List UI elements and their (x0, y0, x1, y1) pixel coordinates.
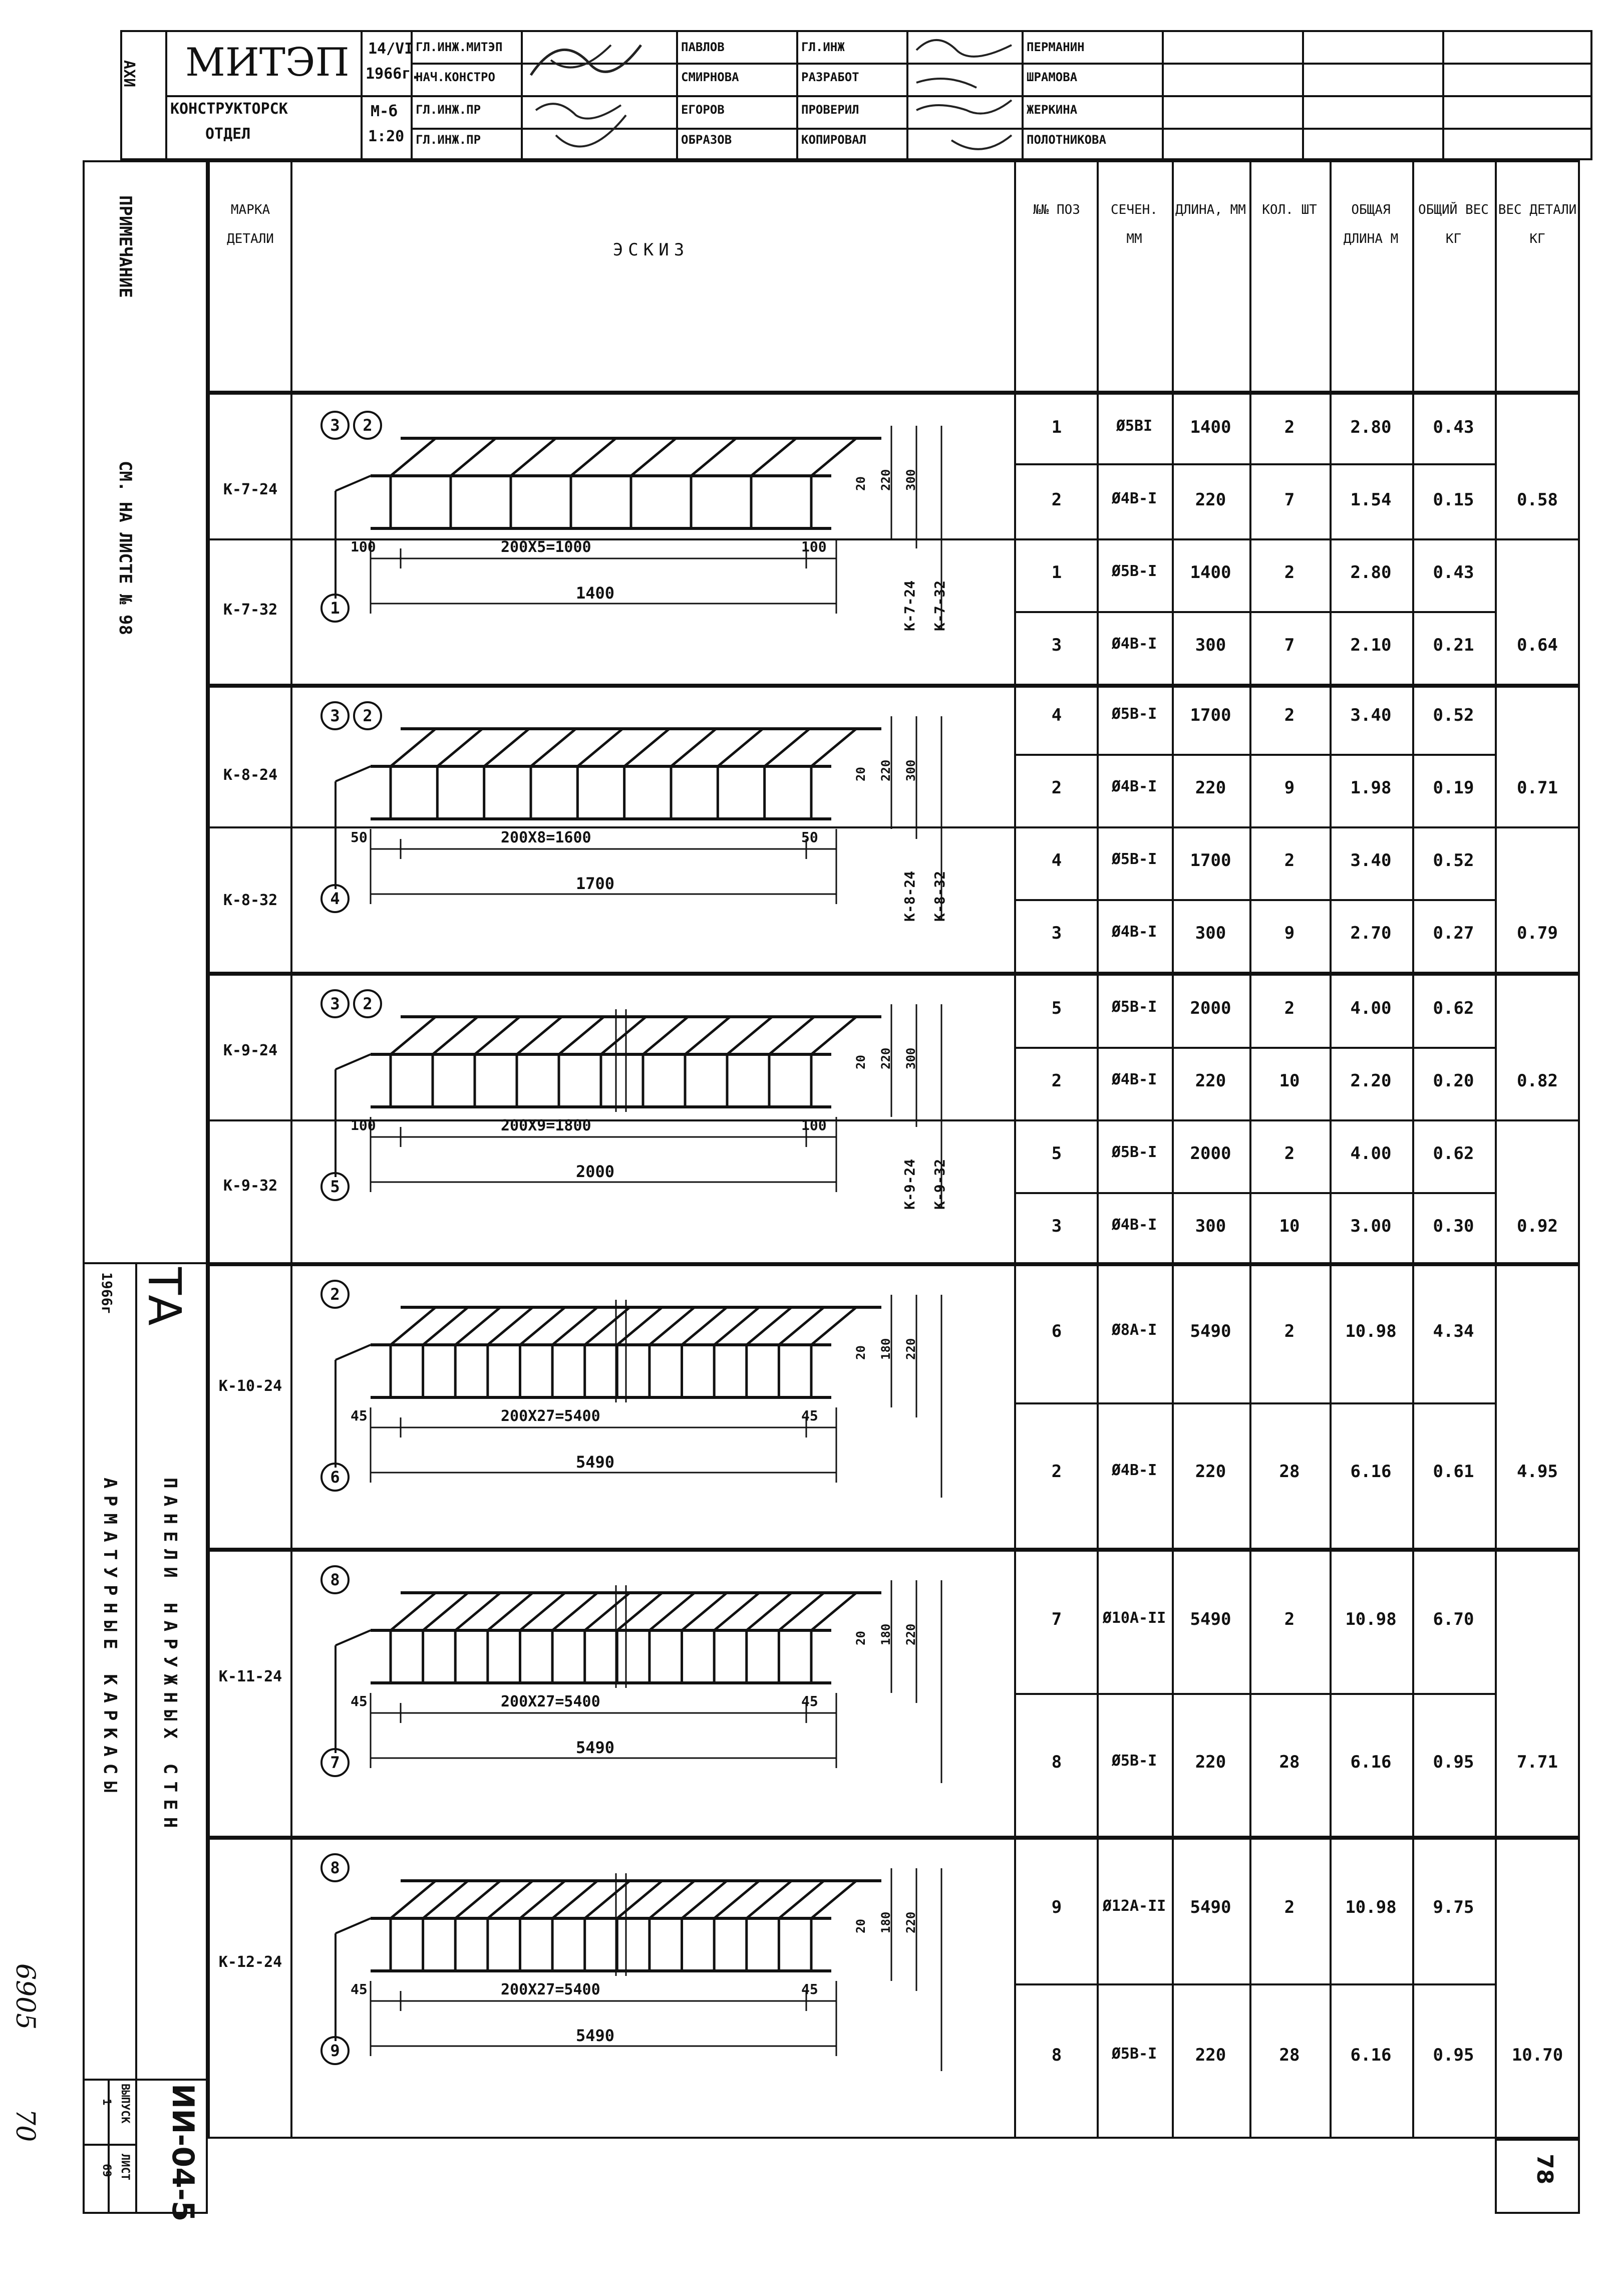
position-tag: 1 (320, 594, 350, 623)
cell-section: Ø4В-I (1111, 635, 1157, 653)
stamp-name-r-1: ПЕРМАНИН (1027, 40, 1085, 54)
cell-qty: 2 (1284, 1143, 1295, 1164)
cell-pos: 2 (1051, 778, 1062, 798)
dim-span: 200Х5=1000 (501, 538, 591, 556)
cell-length: 5490 (1190, 1609, 1231, 1629)
side-mark-label: К-8-24 (901, 871, 918, 922)
cell-section: Ø4В-I (1111, 923, 1157, 941)
cell-pos: 8 (1051, 2045, 1062, 2065)
cell-total-weight: 0.43 (1433, 562, 1474, 583)
cell-detail-weight: 0.79 (1517, 923, 1558, 943)
cross-bar-diagonal (691, 438, 736, 476)
position-tag: 5 (320, 1172, 350, 1201)
cell-total-length: 4.00 (1350, 998, 1392, 1018)
cell-section: Ø5В-I (1111, 1752, 1157, 1770)
cell-qty: 7 (1284, 635, 1295, 655)
cell-total-length: 3.40 (1350, 705, 1392, 725)
cross-bar-diagonal (671, 729, 716, 766)
mark-k11-24: К-11-24 (218, 1668, 282, 1685)
header-section: СЕЧЕН. ММ (1111, 202, 1158, 246)
dept-line-1: КОНСТРУКТОРСК (170, 100, 288, 118)
side-dim-label: 220 (904, 1911, 918, 1933)
stamp-name-r-3: ЖЕРКИНА (1027, 103, 1078, 117)
issue-number: 1 (100, 2099, 113, 2106)
cell-length: 300 (1195, 923, 1226, 943)
cell-detail-weight: 4.95 (1517, 1462, 1558, 1482)
leader-line (336, 1054, 371, 1069)
cell-total-weight: 0.62 (1433, 998, 1474, 1018)
handwritten-number: 6905 (10, 1963, 40, 2030)
cell-total-length: 1.98 (1350, 778, 1392, 798)
cell-qty: 2 (1284, 850, 1295, 871)
cell-length: 1400 (1190, 417, 1231, 437)
cross-bar-diagonal (718, 729, 763, 766)
series-code: ИИ-04-5 (165, 2084, 200, 2222)
position-tag: 9 (320, 2036, 350, 2065)
cross-bar-diagonal (811, 1017, 856, 1054)
mark-k12-24: К-12-24 (218, 1953, 282, 1971)
cell-pos: 9 (1051, 1897, 1062, 1917)
cross-bar-diagonal (437, 729, 482, 766)
cell-pos: 3 (1051, 635, 1062, 655)
album-title: АРМАТУРНЫЕ КАРКАСЫ (100, 1478, 120, 1800)
cell-detail-weight: 7.71 (1517, 1752, 1558, 1772)
header-detail-weight: ВЕС ДЕТАЛИ КГ (1498, 202, 1577, 246)
cell-pos: 1 (1051, 417, 1062, 437)
cell-length: 2000 (1190, 998, 1231, 1018)
stamp-role-1: ГЛ.ИНЖ.МИТЭП (416, 40, 503, 54)
stamp-role-r-1: ГЛ.ИНЖ (801, 40, 845, 54)
cell-total-length: 2.10 (1350, 635, 1392, 655)
side-dim-label: 220 (904, 1338, 918, 1360)
cell-qty: 28 (1279, 2045, 1300, 2065)
leader-line (336, 476, 371, 491)
position-tag: 2 (353, 989, 382, 1018)
cell-length: 220 (1195, 2045, 1226, 2065)
position-tag: 8 (320, 1853, 350, 1882)
side-dim-label: 20 (854, 1055, 868, 1069)
sheet-label: ЛИСТ (119, 2154, 131, 2180)
side-dim-label: 300 (904, 1047, 918, 1069)
cell-qty: 10 (1279, 1071, 1300, 1091)
cell-pos: 8 (1051, 1752, 1062, 1772)
org-name: МИТЭП (185, 40, 350, 85)
cell-total-length: 6.16 (1350, 1752, 1392, 1772)
cell-total-weight: 0.15 (1433, 490, 1474, 510)
cell-length: 300 (1195, 1216, 1226, 1236)
stamp-scale-label: М-б (371, 103, 398, 120)
position-tag: 4 (320, 884, 350, 913)
side-dim-label: 300 (904, 759, 918, 781)
cell-detail-weight: 10.70 (1511, 2045, 1563, 2065)
cell-qty: 2 (1284, 1609, 1295, 1629)
side-mark-label: К-8-32 (931, 871, 948, 922)
cross-bar-diagonal (577, 729, 622, 766)
stamp-name-r-2: ШРАМОВА (1027, 70, 1078, 84)
cell-total-weight: 4.34 (1433, 1321, 1474, 1341)
dim-end-left: 100 (351, 538, 376, 555)
leader-line (336, 1918, 371, 1933)
leader-line (336, 1630, 371, 1645)
handwritten-number-2: 70 (10, 2109, 40, 2142)
side-dim-label: 220 (879, 1047, 893, 1069)
cell-total-length: 6.16 (1350, 2045, 1392, 2065)
cell-total-weight: 6.70 (1433, 1609, 1474, 1629)
cell-total-length: 2.70 (1350, 923, 1392, 943)
cell-total-length: 2.20 (1350, 1071, 1392, 1091)
cell-total-weight: 0.21 (1433, 635, 1474, 655)
dim-overall: 5490 (576, 1453, 615, 1472)
see-sheet-note: СМ. НА ЛИСТЕ № 98 (115, 461, 135, 635)
cell-total-length: 3.40 (1350, 850, 1392, 871)
cell-detail-weight: 0.82 (1517, 1071, 1558, 1091)
dim-end-left: 45 (351, 1693, 368, 1709)
cell-section: Ø4В-I (1111, 490, 1157, 507)
side-code: АХИ (120, 60, 138, 88)
cell-section: Ø5В-I (1111, 705, 1157, 723)
cell-section: Ø5В-I (1111, 850, 1157, 868)
dim-end-left: 100 (351, 1117, 376, 1133)
title-code: ТА (138, 1267, 190, 1326)
dept-line-2: ОТДЕЛ (205, 125, 251, 143)
stamp-role-r-4: КОПИРОВАЛ (801, 133, 867, 147)
cell-length: 1700 (1190, 850, 1231, 871)
position-tag: 3 (320, 701, 350, 730)
cell-section: Ø5В-I (1111, 2045, 1157, 2063)
side-dim-label: 20 (854, 767, 868, 781)
cell-length: 220 (1195, 490, 1226, 510)
cross-bar-diagonal (433, 1017, 478, 1054)
cell-qty: 28 (1279, 1462, 1300, 1482)
cross-bar-diagonal (451, 438, 496, 476)
header-mark: МАРКА ДЕТАЛИ (227, 202, 274, 246)
header-total-length: ОБЩАЯ ДЛИНА М (1343, 202, 1399, 246)
mark-k7-32: К-7-32 (223, 601, 278, 619)
cell-section: Ø5В-I (1111, 1143, 1157, 1161)
header-sketch: ЭСКИЗ (612, 240, 690, 260)
cross-bar-diagonal (391, 729, 436, 766)
cell-pos: 4 (1051, 705, 1062, 725)
cross-bar-diagonal (769, 1017, 814, 1054)
mark-k9-24: К-9-24 (223, 1042, 278, 1059)
cell-total-length: 10.98 (1345, 1321, 1397, 1341)
cell-pos: 4 (1051, 850, 1062, 871)
dim-end-right: 45 (801, 1981, 818, 1997)
cell-section: Ø8А-I (1111, 1321, 1157, 1339)
cell-length: 1400 (1190, 562, 1231, 583)
cell-detail-weight: 0.71 (1517, 778, 1558, 798)
side-mark-label: К-9-24 (901, 1159, 918, 1210)
position-tag: 2 (320, 1280, 350, 1309)
dim-end-right: 50 (801, 829, 818, 845)
year-box: 1966г (99, 1272, 115, 1315)
dim-end-left: 45 (351, 1981, 368, 1997)
cross-bar-diagonal (811, 438, 856, 476)
cross-bar-diagonal (631, 438, 676, 476)
dim-overall: 1400 (576, 584, 615, 603)
page-number: 78 (1532, 2154, 1557, 2185)
cell-qty: 2 (1284, 1897, 1295, 1917)
cell-total-length: 4.00 (1350, 1143, 1392, 1164)
cross-bar-diagonal (511, 438, 556, 476)
stamp-name-1: ПАВЛОВ (681, 40, 725, 54)
side-dim-label: 20 (854, 1919, 868, 1933)
cell-section: Ø12А-II (1102, 1897, 1166, 1915)
cell-total-weight: 0.95 (1433, 2045, 1474, 2065)
cell-detail-weight: 0.58 (1517, 490, 1558, 510)
side-dim-label: 20 (854, 1631, 868, 1645)
cross-bar-diagonal (475, 1017, 520, 1054)
side-dim-label: 20 (854, 1345, 868, 1360)
side-mark-label: К-9-32 (931, 1159, 948, 1210)
cell-detail-weight: 0.64 (1517, 635, 1558, 655)
dim-span: 200Х27=5400 (501, 1693, 600, 1710)
position-tag: 7 (320, 1748, 350, 1777)
dim-span: 200Х27=5400 (501, 1407, 600, 1425)
stamp-role-2: НАЧ.КОНСТРО (416, 70, 495, 84)
cell-pos: 2 (1051, 1462, 1062, 1482)
dim-end-left: 50 (351, 829, 368, 845)
cell-section: Ø5В-I (1111, 998, 1157, 1016)
cell-length: 5490 (1190, 1321, 1231, 1341)
cell-qty: 28 (1279, 1752, 1300, 1772)
stamp-name-3: ЕГОРОВ (681, 103, 725, 117)
cell-total-weight: 0.62 (1433, 1143, 1474, 1164)
cell-total-length: 2.80 (1350, 562, 1392, 583)
position-tag: 3 (320, 411, 350, 440)
cross-bar-diagonal (643, 1017, 688, 1054)
cell-qty: 2 (1284, 1321, 1295, 1341)
stamp-scale: 1:20 (368, 128, 405, 145)
dim-end-left: 45 (351, 1407, 368, 1424)
cell-total-weight: 0.19 (1433, 778, 1474, 798)
note-label: ПРИМЕЧАНИЕ (115, 195, 135, 298)
cell-section: Ø4В-I (1111, 1216, 1157, 1234)
cross-bar-diagonal (765, 729, 810, 766)
cell-section: Ø5В-I (1111, 562, 1157, 580)
cell-total-length: 10.98 (1345, 1609, 1397, 1629)
cell-total-length: 2.80 (1350, 417, 1392, 437)
cell-qty: 9 (1284, 923, 1295, 943)
cell-pos: 2 (1051, 1071, 1062, 1091)
cross-bar-diagonal (559, 1017, 604, 1054)
cross-bar-diagonal (751, 438, 796, 476)
mark-k9-32: К-9-32 (223, 1177, 278, 1195)
cell-qty: 2 (1284, 562, 1295, 583)
cell-length: 220 (1195, 1462, 1226, 1482)
dim-span: 200Х9=1800 (501, 1117, 591, 1134)
cell-length: 5490 (1190, 1897, 1231, 1917)
stamp-role-3: ГЛ.ИНЖ.ПР (416, 103, 481, 117)
dim-overall: 5490 (576, 2026, 615, 2045)
cell-total-weight: 0.30 (1433, 1216, 1474, 1236)
stamp-role-4: ГЛ.ИНЖ.ПР (416, 133, 481, 147)
cell-total-length: 6.16 (1350, 1462, 1392, 1482)
side-mark-label: К-7-24 (901, 580, 918, 631)
cross-bar-diagonal (484, 729, 529, 766)
header-total-weight: ОБЩИЙ ВЕС КГ (1418, 202, 1489, 246)
side-mark-label: К-7-32 (931, 580, 948, 631)
dim-end-right: 45 (801, 1407, 818, 1424)
cell-total-weight: 9.75 (1433, 1897, 1474, 1917)
stamp-role-r-3: ПРОВЕРИЛ (801, 103, 859, 117)
cell-total-weight: 0.61 (1433, 1462, 1474, 1482)
header-pos: №№ ПОЗ (1033, 202, 1080, 217)
cell-total-weight: 0.95 (1433, 1752, 1474, 1772)
cell-pos: 1 (1051, 562, 1062, 583)
stamp-name-4: ОБРАЗОВ (681, 133, 732, 147)
side-dim-label: 220 (879, 469, 893, 491)
cell-length: 220 (1195, 778, 1226, 798)
position-tag: 8 (320, 1565, 350, 1594)
cell-pos: 2 (1051, 490, 1062, 510)
panel-title: ПАНЕЛИ НАРУЖНЫХ СТЕН (160, 1478, 180, 1835)
leader-line (336, 766, 371, 781)
cross-bar-diagonal (811, 729, 856, 766)
cell-pos: 5 (1051, 998, 1062, 1018)
stamp-name-r-4: ПОЛОТНИКОВА (1027, 133, 1106, 147)
dim-span: 200Х8=1600 (501, 829, 591, 846)
side-dim-label: 220 (879, 759, 893, 781)
dim-overall: 2000 (576, 1162, 615, 1181)
cross-bar-diagonal (531, 729, 576, 766)
cell-length: 2000 (1190, 1143, 1231, 1164)
cell-section: Ø4В-I (1111, 778, 1157, 795)
cell-qty: 9 (1284, 778, 1295, 798)
stamp-role-r-2: РАЗРАБОТ (801, 70, 859, 84)
cell-total-length: 3.00 (1350, 1216, 1392, 1236)
position-tag: 2 (353, 701, 382, 730)
cell-pos: 3 (1051, 1216, 1062, 1236)
cell-length: 300 (1195, 635, 1226, 655)
side-dim-label: 220 (904, 1623, 918, 1645)
cell-section: Ø4В-I (1111, 1462, 1157, 1479)
side-dim-label: 20 (854, 476, 868, 491)
cross-bar-diagonal (571, 438, 616, 476)
mark-k8-24: К-8-24 (223, 766, 278, 784)
side-dim-label: 180 (879, 1623, 893, 1645)
cross-bar-diagonal (391, 1017, 436, 1054)
side-dim-label: 180 (879, 1911, 893, 1933)
cross-bar-diagonal (517, 1017, 562, 1054)
cell-length: 220 (1195, 1071, 1226, 1091)
dim-overall: 5490 (576, 1738, 615, 1757)
header-qty: КОЛ. ШТ (1262, 202, 1317, 217)
cell-pos: 3 (1051, 923, 1062, 943)
cell-total-length: 1.54 (1350, 490, 1392, 510)
mark-k10-24: К-10-24 (218, 1377, 282, 1395)
cell-total-weight: 0.52 (1433, 850, 1474, 871)
cell-total-weight: 0.20 (1433, 1071, 1474, 1091)
cross-bar-diagonal (727, 1017, 772, 1054)
cross-bar-diagonal (601, 1017, 646, 1054)
mark-k8-32: К-8-32 (223, 892, 278, 909)
cell-pos: 5 (1051, 1143, 1062, 1164)
cell-total-weight: 0.43 (1433, 417, 1474, 437)
cell-section: Ø10А-II (1102, 1609, 1166, 1627)
cell-qty: 2 (1284, 705, 1295, 725)
position-tag: 6 (320, 1463, 350, 1492)
cell-total-weight: 0.52 (1433, 705, 1474, 725)
cell-detail-weight: 0.92 (1517, 1216, 1558, 1236)
stamp-name-2: СМИРНОВА (681, 70, 739, 84)
cell-qty: 2 (1284, 998, 1295, 1018)
cross-bar-diagonal (685, 1017, 730, 1054)
cell-pos: 7 (1051, 1609, 1062, 1629)
side-dim-label: 300 (904, 469, 918, 491)
cell-length: 220 (1195, 1752, 1226, 1772)
dim-span: 200Х27=5400 (501, 1981, 600, 1998)
position-tag: 2 (353, 411, 382, 440)
cell-length: 1700 (1190, 705, 1231, 725)
stamp-year: 1966г. (366, 65, 420, 83)
leader-line (336, 1345, 371, 1360)
cross-bar-diagonal (391, 438, 436, 476)
cell-section: Ø5ВI (1116, 417, 1153, 435)
sheet-number: 69 (100, 2164, 113, 2177)
mark-k7-24: К-7-24 (223, 481, 278, 498)
dim-end-right: 100 (801, 1117, 827, 1133)
cell-total-weight: 0.27 (1433, 923, 1474, 943)
stamp-date: 14/VI (368, 40, 414, 58)
dim-overall: 1700 (576, 874, 615, 893)
dim-end-right: 45 (801, 1693, 818, 1709)
cell-qty: 2 (1284, 417, 1295, 437)
issue-label: ВЫПУСК (119, 2084, 131, 2124)
cell-qty: 10 (1279, 1216, 1300, 1236)
cell-section: Ø4В-I (1111, 1071, 1157, 1088)
cell-total-length: 10.98 (1345, 1897, 1397, 1917)
dim-end-right: 100 (801, 538, 827, 555)
header-length: ДЛИНА, ММ (1175, 202, 1246, 217)
cross-bar-diagonal (624, 729, 670, 766)
side-dim-label: 180 (879, 1338, 893, 1360)
cell-pos: 6 (1051, 1321, 1062, 1341)
cell-qty: 7 (1284, 490, 1295, 510)
position-tag: 3 (320, 989, 350, 1018)
